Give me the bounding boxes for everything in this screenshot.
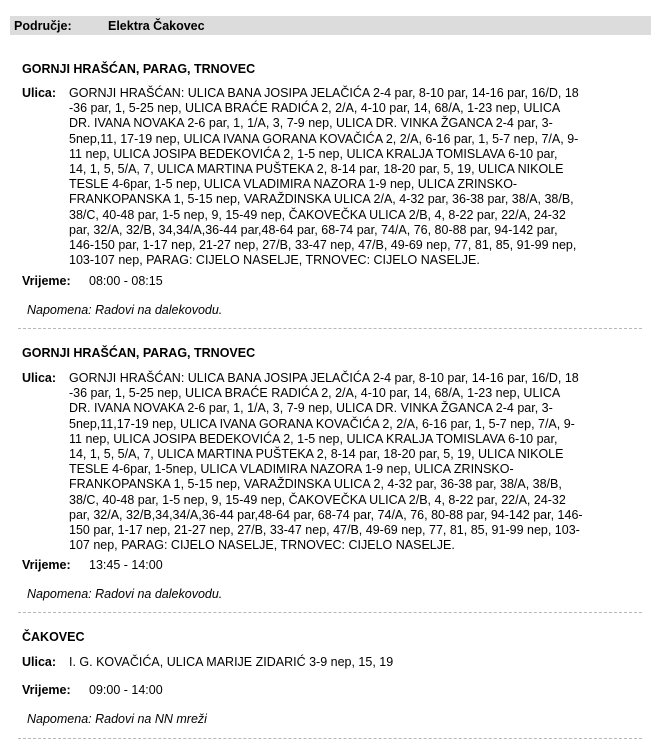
vrijeme-value: 09:00 - 14:00 [89,683,163,697]
vrijeme-label: Vrijeme: [22,683,71,697]
ulica-line: DR. IVANA NOVAKA 2-6 par, 1, 1/A, 3, 7-9 nep, ULICA DR. VINKA ŽGANCA 2-4 par, 3- [69,116,553,131]
ulica-line: par, 32/A, 32/B,34,34/A,36-44 par,48-64 par, 68-74 par, 74/A, 76, 80-88 par, 94-142 par, 146- [69,507,583,522]
napomena-text: Napomena: Radovi na dalekovodu. [27,303,223,317]
entry-divider [18,738,642,739]
ulica-label: Ulica: [22,371,57,385]
ulica-line: 5nep,11,17-19 nep, ULICA IVANA GORANA KOVAČIĆA 2, 2/A, 6-16 par, 1, 5-7 nep, 7/A, 9- [69,416,575,431]
ulica-line: 11 nep, ULICA JOSIPA BEDEKOVIĆA 2, 1-5 nep, ULICA KRALJA TOMISLAVA 6-10 par, [69,431,558,446]
ulica-line: 107 nep, PARAG: CIJELO NASELJE, TRNOVEC: CIJELO NASELJE. [69,538,455,553]
area-header-bar [10,16,651,35]
vrijeme-label: Vrijeme: [22,274,71,288]
entry-divider [18,612,642,613]
napomena-text: Napomena: Radovi na dalekovodu. [27,587,223,601]
entry-title: GORNJI HRAŠĆAN, PARAG, TRNOVEC [22,62,256,76]
ulica-line: FRANKOPANSKA 1, 5-15 nep, VARAŽDINSKA ULICA 2, 4-32 par, 36-38 par, 38/A, 38/B, [69,477,562,492]
ulica-line: DR. IVANA NOVAKA 2-6 par, 1, 1/A, 3, 7-9 nep, ULICA DR. VINKA ŽGANCA 2-4 par, 3- [69,401,553,416]
ulica-line: par, 32/A, 32/B, 34,34/A,36-44 par,48-64 par, 68-74 par, 74/A, 76, 80-88 par, 94-142 par, [69,222,558,237]
vrijeme-label: Vrijeme: [22,558,71,572]
ulica-line: 146-150 par, 1-17 nep, 21-27 nep, 27/B, 33-47 nep, 47/B, 49-69 nep, 77, 81, 85, 91-99 nep, [69,238,577,253]
ulica-line: -36 par, 1, 5-25 nep, ULICA BRAĆE RADIĆA 2, 2/A, 4-10 par, 14, 68/A, 1-23 nep, ULICA [69,101,561,116]
vrijeme-value: 13:45 - 14:00 [89,558,163,572]
ulica-line: 38/C, 40-48 par, 1-5 nep, 9, 15-49 nep, ČAKOVEČKA ULICA 2/B, 4, 8-22 par, 22/A, 24-32 [69,207,566,222]
ulica-line: TESLE 4-6par, 1-5nep, ULICA VLADIMIRA NAZORA 1-9 nep, ULICA ZRINSKO- [69,462,514,477]
ulica-text [69,655,629,670]
ulica-line: 14, 1, 5, 5/A, 7, ULICA MARTINA PUŠTEKA 2, 8-14 par, 18-20 par, 5, 19, ULICA NIKOLE [69,447,564,462]
ulica-line: 103-107 nep, PARAG: CIJELO NASELJE, TRNOVEC: CIJELO NASELJE. [69,253,480,268]
entry-title: ČAKOVEC [22,630,85,644]
ulica-line: 38/C, 40-48 par, 1-5 nep, 9, 15-49 nep, ČAKOVEČKA ULICA 2/B, 4, 8-22 par, 22/A, 24-32 [69,492,566,507]
ulica-line: TESLE 4-6par, 1-5 nep, ULICA VLADIMIRA NAZORA 1-9 nep, ULICA ZRINSKO- [69,177,518,192]
ulica-line: GORNJI HRAŠĆAN: ULICA BANA JOSIPA JELAČIĆA 2-4 par, 8-10 par, 14-16 par, 16/D, 18 [69,371,579,385]
ulica-line: GORNJI HRAŠĆAN: ULICA BANA JOSIPA JELAČIĆA 2-4 par, 8-10 par, 14-16 par, 16/D, 18 [69,86,579,100]
entry-divider [18,328,642,329]
entry-title: GORNJI HRAŠĆAN, PARAG, TRNOVEC [22,346,256,360]
ulica-line: 11 nep, ULICA JOSIPA BEDEKOVIĆA 2, 1-5 nep, ULICA KRALJA TOMISLAVA 6-10 par, [69,146,558,161]
area-value: Elektra Čakovec [108,18,205,33]
ulica-text [69,86,629,268]
ulica-label: Ulica: [22,86,57,100]
vrijeme-value: 08:00 - 08:15 [89,274,163,288]
area-label: Područje: [14,18,72,33]
ulica-text [69,371,629,553]
napomena-text: Napomena: Radovi na NN mreži [27,712,207,726]
ulica-line: -36 par, 1, 5-25 nep, ULICA BRAĆE RADIĆA 2, 2/A, 4-10 par, 14, 68/A, 1-23 nep, ULICA [69,386,561,401]
ulica-line: 150 par, 1-17 nep, 21-27 nep, 27/B, 33-47 nep, 47/B, 49-69 nep, 77, 81, 85, 91-99 nep, 103- [69,523,580,538]
ulica-line: FRANKOPANSKA 1, 5-15 nep, VARAŽDINSKA ULICA 2/A, 4-32 par, 36-38 par, 38/A, 38/B, [69,192,574,207]
ulica-line: 14, 1, 5, 5/A, 7, ULICA MARTINA PUŠTEKA 2, 8-14 par, 18-20 par, 5, 19, ULICA NIKOLE [69,162,564,177]
ulica-line: I. G. KOVAČIĆA, ULICA MARIJE ZIDARIĆ 3-9 nep, 15, 19 [69,655,394,669]
ulica-label: Ulica: [22,655,57,669]
ulica-line: 5nep,11, 17-19 nep, ULICA IVANA GORANA KOVAČIĆA 2, 2/A, 6-16 par, 1, 5-7 nep, 7/A, 9- [69,131,579,146]
